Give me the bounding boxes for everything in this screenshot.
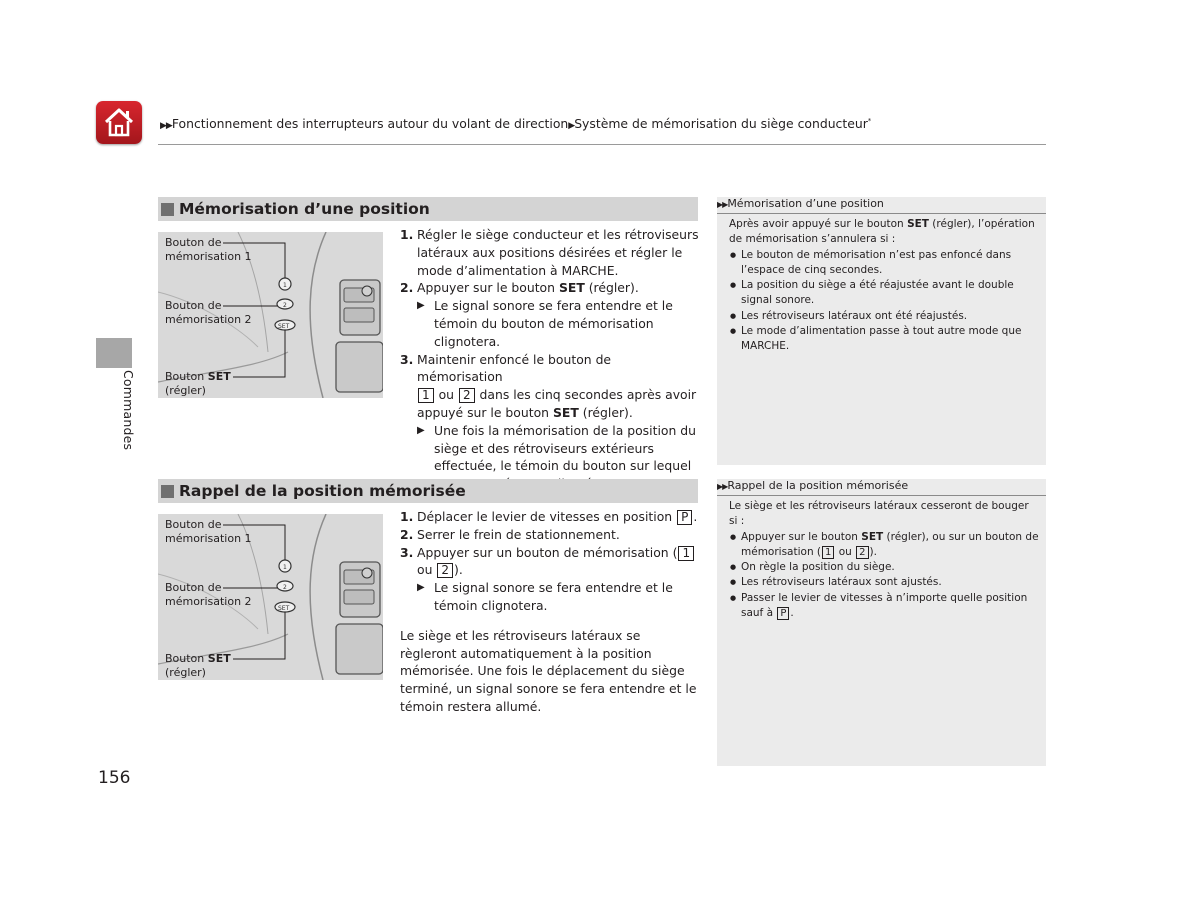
step-2: 2. Serrer le frein de stationnement. [400, 526, 620, 542]
note-bullet: ● La position du siège a été réajustée avant le double signal sonore. [729, 278, 1039, 309]
section-square-icon [161, 485, 174, 498]
label-memory-button-2: Bouton de mémorisation 2 [165, 299, 252, 326]
steps-memorisation [400, 226, 700, 493]
note-arrow-icon: ▶▶ [717, 200, 728, 209]
label-set-button: Bouton SET (régler) [165, 652, 231, 679]
step-3: 3. Appuyer sur un bouton de mémorisation ( 1 ou 2 ). [400, 544, 700, 580]
key-1-icon: 1 [678, 546, 694, 561]
home-icon [103, 107, 135, 138]
svg-text:1: 1 [283, 282, 287, 289]
note-body [729, 499, 1039, 621]
key-1-icon: 1 [822, 546, 834, 559]
breadcrumb [160, 116, 871, 131]
note-arrow-icon: ▶▶ [717, 482, 728, 491]
section-title: Rappel de la position mémorisée [179, 482, 466, 500]
page-number: 156 [98, 768, 131, 788]
key-2-icon: 2 [437, 563, 453, 578]
breadcrumb-arrow-icon: ▶▶ [160, 121, 172, 131]
note-bullet: ● Appuyer sur le bouton SET (régler), ou sur un bouton de mémorisation ( 1 ou 2 ). [729, 530, 1039, 561]
side-chapter-label: Commandes [121, 370, 136, 451]
step-3-result: ▶ Le signal sonore se fera entendre et le témoin clignotera. [417, 580, 673, 613]
note-bullet: ● On règle la position du siège. [729, 560, 1039, 575]
svg-text:SET: SET [278, 323, 290, 330]
breadcrumb-link-2[interactable]: Système de mémorisation du siège conducteur [574, 116, 868, 131]
step-1: 1. Régler le siège conducteur et les rétroviseurs latéraux aux positions désirées et régler le mode d’alimentation à MARCHE. [400, 227, 699, 278]
memory-buttons-diagram-2 [158, 514, 383, 680]
side-chapter-tab[interactable] [96, 338, 132, 368]
step-3: 3. Maintenir enfoncé le bouton de mémorisation 1 ou 2 dans les cinq secondes après avoir appuyé sur le bouton SET (régler). [400, 351, 697, 420]
note-title: ▶▶Rappel de la position mémorisée [717, 479, 1046, 496]
svg-text:2: 2 [283, 584, 287, 591]
note-body [729, 217, 1039, 355]
step-3-result: ▶ Une fois la mémorisation de la position du siège et des rétroviseurs extérieurs effectuée, le témoin du bouton sur lequel [417, 422, 696, 474]
section-title: Mémorisation d’une position [179, 200, 430, 218]
svg-text:1: 1 [283, 564, 287, 571]
key-1-icon: 1 [418, 388, 434, 403]
step-2: 2. Appuyer sur le bouton SET (régler). [400, 280, 639, 296]
steps-rappel [400, 508, 700, 716]
label-memory-button-1: Bouton de mémorisation 1 [165, 236, 252, 263]
section-header-rappel [158, 479, 698, 503]
note-intro: Le siège et les rétroviseurs latéraux cesseront de bouger si : [729, 500, 1029, 528]
key-p-icon: P [777, 607, 789, 620]
label-set-button: Bouton SET (régler) [165, 370, 231, 397]
result-arrow-icon: ▶ [417, 424, 425, 436]
result-arrow-icon: ▶ [417, 300, 425, 312]
key-2-icon: 2 [459, 388, 475, 403]
recall-paragraph: Le siège et les rétroviseurs latéraux se règleront automatiquement à la position mémorisée. Une fois le déplacement du siège terminé, un signal sonore se fera entendre et le témoin restera allumé. [400, 627, 697, 714]
side-note-memorisation [717, 197, 1046, 465]
note-bullet: ● Les rétroviseurs latéraux ont été réajustés. [729, 309, 1039, 324]
header-divider [158, 144, 1046, 145]
step-2-result: ▶ Le signal sonore se fera entendre et le témoin du bouton de mémorisation clignotera. [417, 298, 673, 349]
breadcrumb-asterisk: * [867, 116, 872, 125]
section-header-memorisation [158, 197, 698, 221]
key-2-icon: 2 [856, 546, 868, 559]
key-p-icon: P [677, 510, 692, 525]
note-intro: Après avoir appuyé sur le bouton SET (régler), l’opération de mémorisation s’annulera si : [729, 218, 1035, 246]
svg-text:2: 2 [283, 302, 287, 309]
note-bullet: ● Le mode d’alimentation passe à tout autre mode que MARCHE. [729, 324, 1039, 355]
breadcrumb-arrow-icon: ▶ [568, 121, 575, 131]
note-bullet: ● Passer le levier de vitesses à n’importe quelle position sauf à P . [729, 591, 1039, 622]
note-title: ▶▶Mémorisation d’une position [717, 197, 1046, 214]
note-bullet: ● Les rétroviseurs latéraux sont ajustés. [729, 575, 1039, 590]
section-square-icon [161, 203, 174, 216]
home-button[interactable] [96, 101, 142, 144]
memory-buttons-diagram [158, 232, 383, 398]
breadcrumb-link-1[interactable]: Fonctionnement des interrupteurs autour du volant de direction [171, 116, 569, 131]
label-memory-button-2: Bouton de mémorisation 2 [165, 581, 252, 608]
label-memory-button-1: Bouton de mémorisation 1 [165, 518, 252, 545]
side-note-rappel [717, 479, 1046, 766]
result-arrow-icon: ▶ [417, 582, 425, 594]
step-1: 1. Déplacer le levier de vitesses en position P . [400, 509, 698, 524]
note-bullet: ● Le bouton de mémorisation n’est pas enfoncé dans l’espace de cinq secondes. [729, 248, 1039, 279]
svg-text:SET: SET [278, 605, 290, 612]
